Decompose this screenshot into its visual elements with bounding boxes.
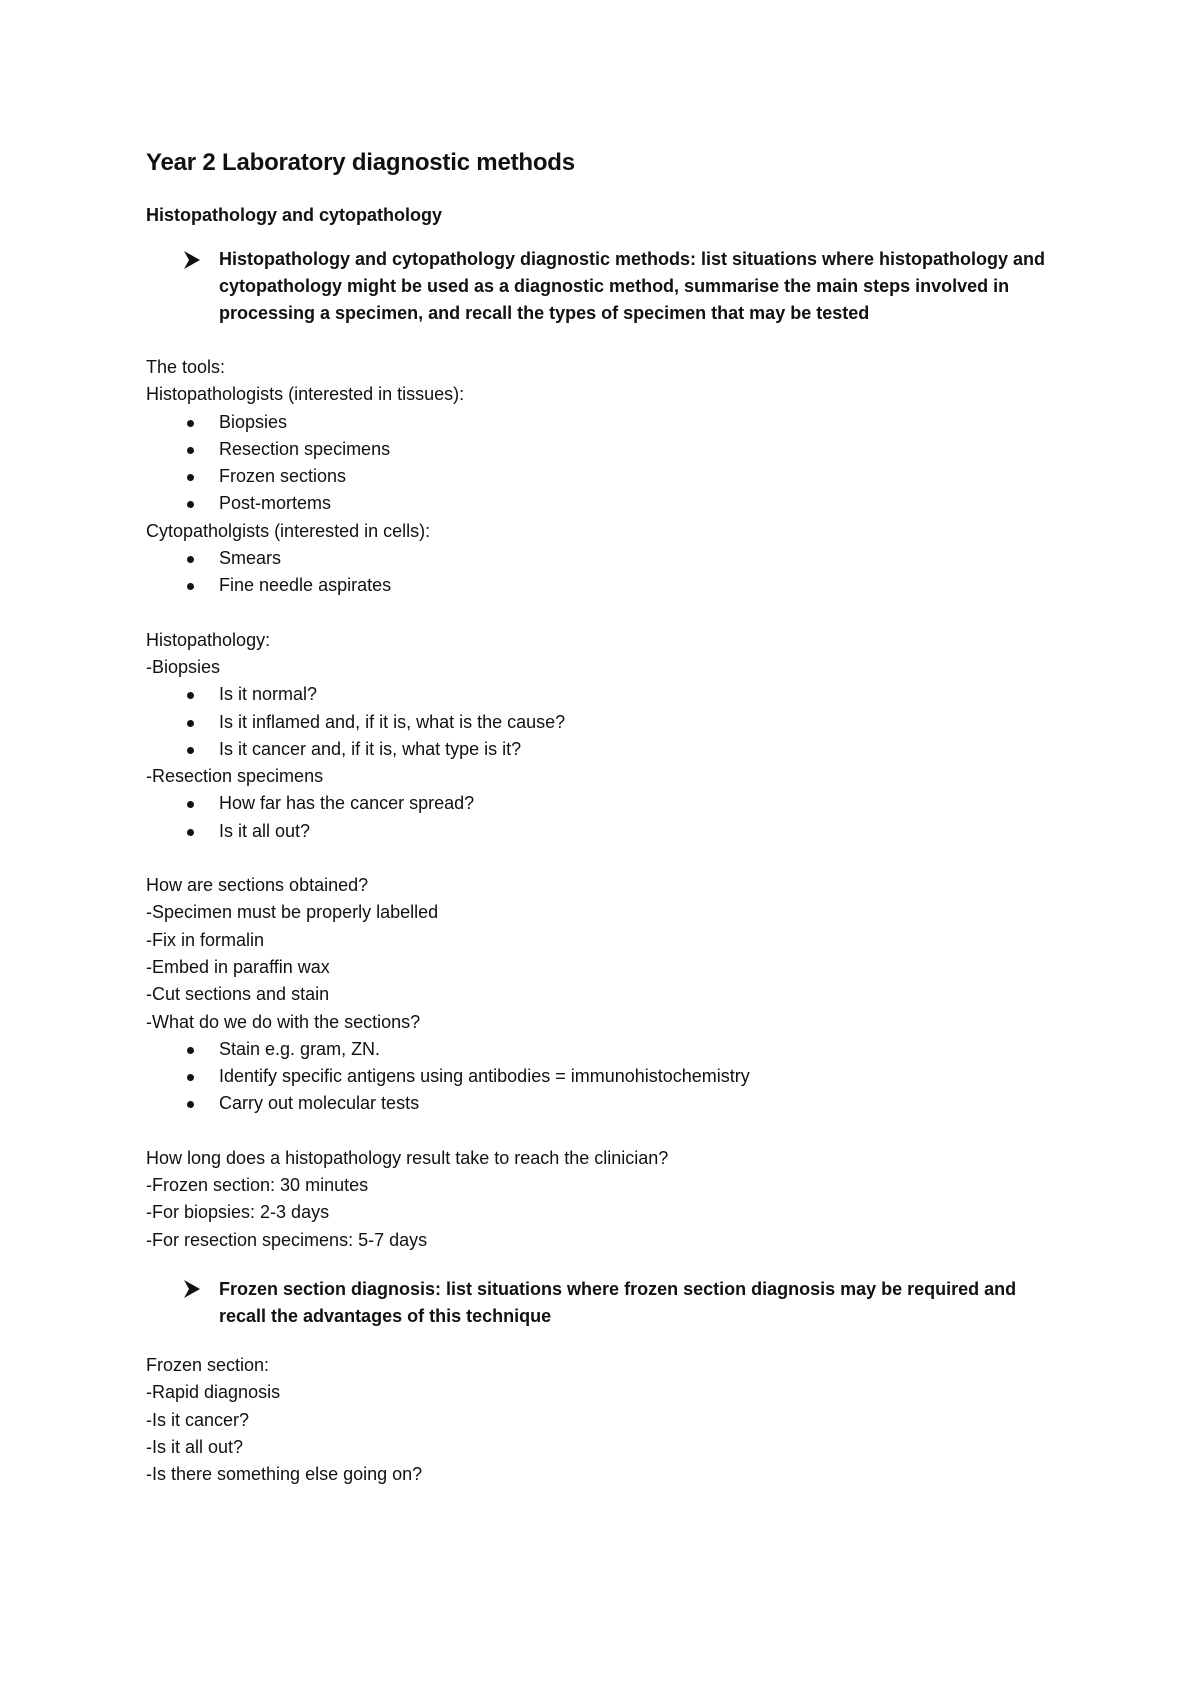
round-bullet-icon (187, 447, 194, 454)
round-bullet-icon (187, 692, 194, 699)
list-item: Is it all out? (146, 818, 1056, 845)
round-bullet-icon (187, 801, 194, 808)
learning-objective-2 (146, 1276, 1056, 1330)
step-line: -Cut sections and stain (146, 984, 330, 1005)
list-item: Is it inflamed and, if it is, what is the cause? (146, 709, 1056, 736)
list-item: Biopsies (146, 409, 1056, 436)
list-item: Is it cancer and, if it is, what type is it? (146, 736, 1056, 763)
list-item: Is it normal? (146, 681, 1056, 708)
round-bullet-icon (187, 1101, 194, 1108)
round-bullet-icon (187, 474, 194, 481)
cytopathologists-heading: Cytopatholgists (interested in cells): (146, 520, 431, 541)
timing-line: -For resection specimens: 5-7 days (146, 1229, 428, 1250)
step-line: -Specimen must be properly labelled (146, 902, 439, 923)
list-item: Resection specimens (146, 436, 1056, 463)
round-bullet-icon (187, 501, 194, 508)
histopathologists-heading: Histopathologists (interested in tissues): (146, 384, 465, 405)
resection-label: -Resection specimens (146, 766, 324, 787)
list-item: Fine needle aspirates (146, 572, 1056, 599)
round-bullet-icon (187, 1074, 194, 1081)
frozen-section-heading: Frozen section: (146, 1354, 270, 1375)
sections-heading: How are sections obtained? (146, 875, 369, 896)
learning-objective-1-text: Histopathology and cytopathology diagnostic methods: list situations where histopathology and cytopathology might be used as a diagnostic method, summarise the main steps involved in processing a specimen, and recall the types of specimen that may be tested (219, 249, 1046, 323)
round-bullet-icon (187, 583, 194, 590)
round-bullet-icon (187, 829, 194, 836)
frozen-line: -Rapid diagnosis (146, 1382, 281, 1403)
arrowhead-bullet-icon (184, 246, 204, 273)
biopsies-label: -Biopsies (146, 656, 221, 677)
frozen-line: -Is there something else going on? (146, 1464, 423, 1485)
round-bullet-icon (187, 747, 194, 754)
frozen-line: -Is it all out? (146, 1436, 244, 1457)
document-title: Year 2 Laboratory diagnostic methods (146, 149, 575, 176)
histopathology-heading: Histopathology: (146, 629, 271, 650)
round-bullet-icon (187, 720, 194, 727)
learning-objective-2-text: Frozen section diagnosis: list situations where frozen section diagnosis may be required and recall the advantages of this technique (219, 1278, 1017, 1326)
tools-heading: The tools: (146, 357, 226, 377)
timing-line: -Frozen section: 30 minutes (146, 1175, 369, 1196)
list-item: Smears (146, 545, 1056, 572)
step-line: -Embed in paraffin wax (146, 956, 330, 977)
section-heading: Histopathology and cytopathology (146, 205, 442, 225)
step-line: -Fix in formalin (146, 929, 265, 950)
list-item: Post-mortems (146, 490, 1056, 517)
arrowhead-bullet-icon (184, 1276, 204, 1303)
document-page (146, 146, 1056, 1488)
round-bullet-icon (187, 556, 194, 563)
timing-line: -For biopsies: 2-3 days (146, 1202, 330, 1223)
list-item: Stain e.g. gram, ZN. (146, 1036, 1056, 1063)
list-item: Identify specific antigens using antibodies = immunohistochemistry (146, 1063, 1056, 1090)
list-item: Carry out molecular tests (146, 1090, 1056, 1117)
frozen-line: -Is it cancer? (146, 1409, 250, 1430)
list-item: How far has the cancer spread? (146, 790, 1056, 817)
round-bullet-icon (187, 420, 194, 427)
timing-heading: How long does a histopathology result take to reach the clinician? (146, 1147, 669, 1168)
list-item: Frozen sections (146, 463, 1056, 490)
step-line: -What do we do with the sections? (146, 1011, 421, 1032)
learning-objective-1 (146, 246, 1056, 327)
round-bullet-icon (187, 1047, 194, 1054)
